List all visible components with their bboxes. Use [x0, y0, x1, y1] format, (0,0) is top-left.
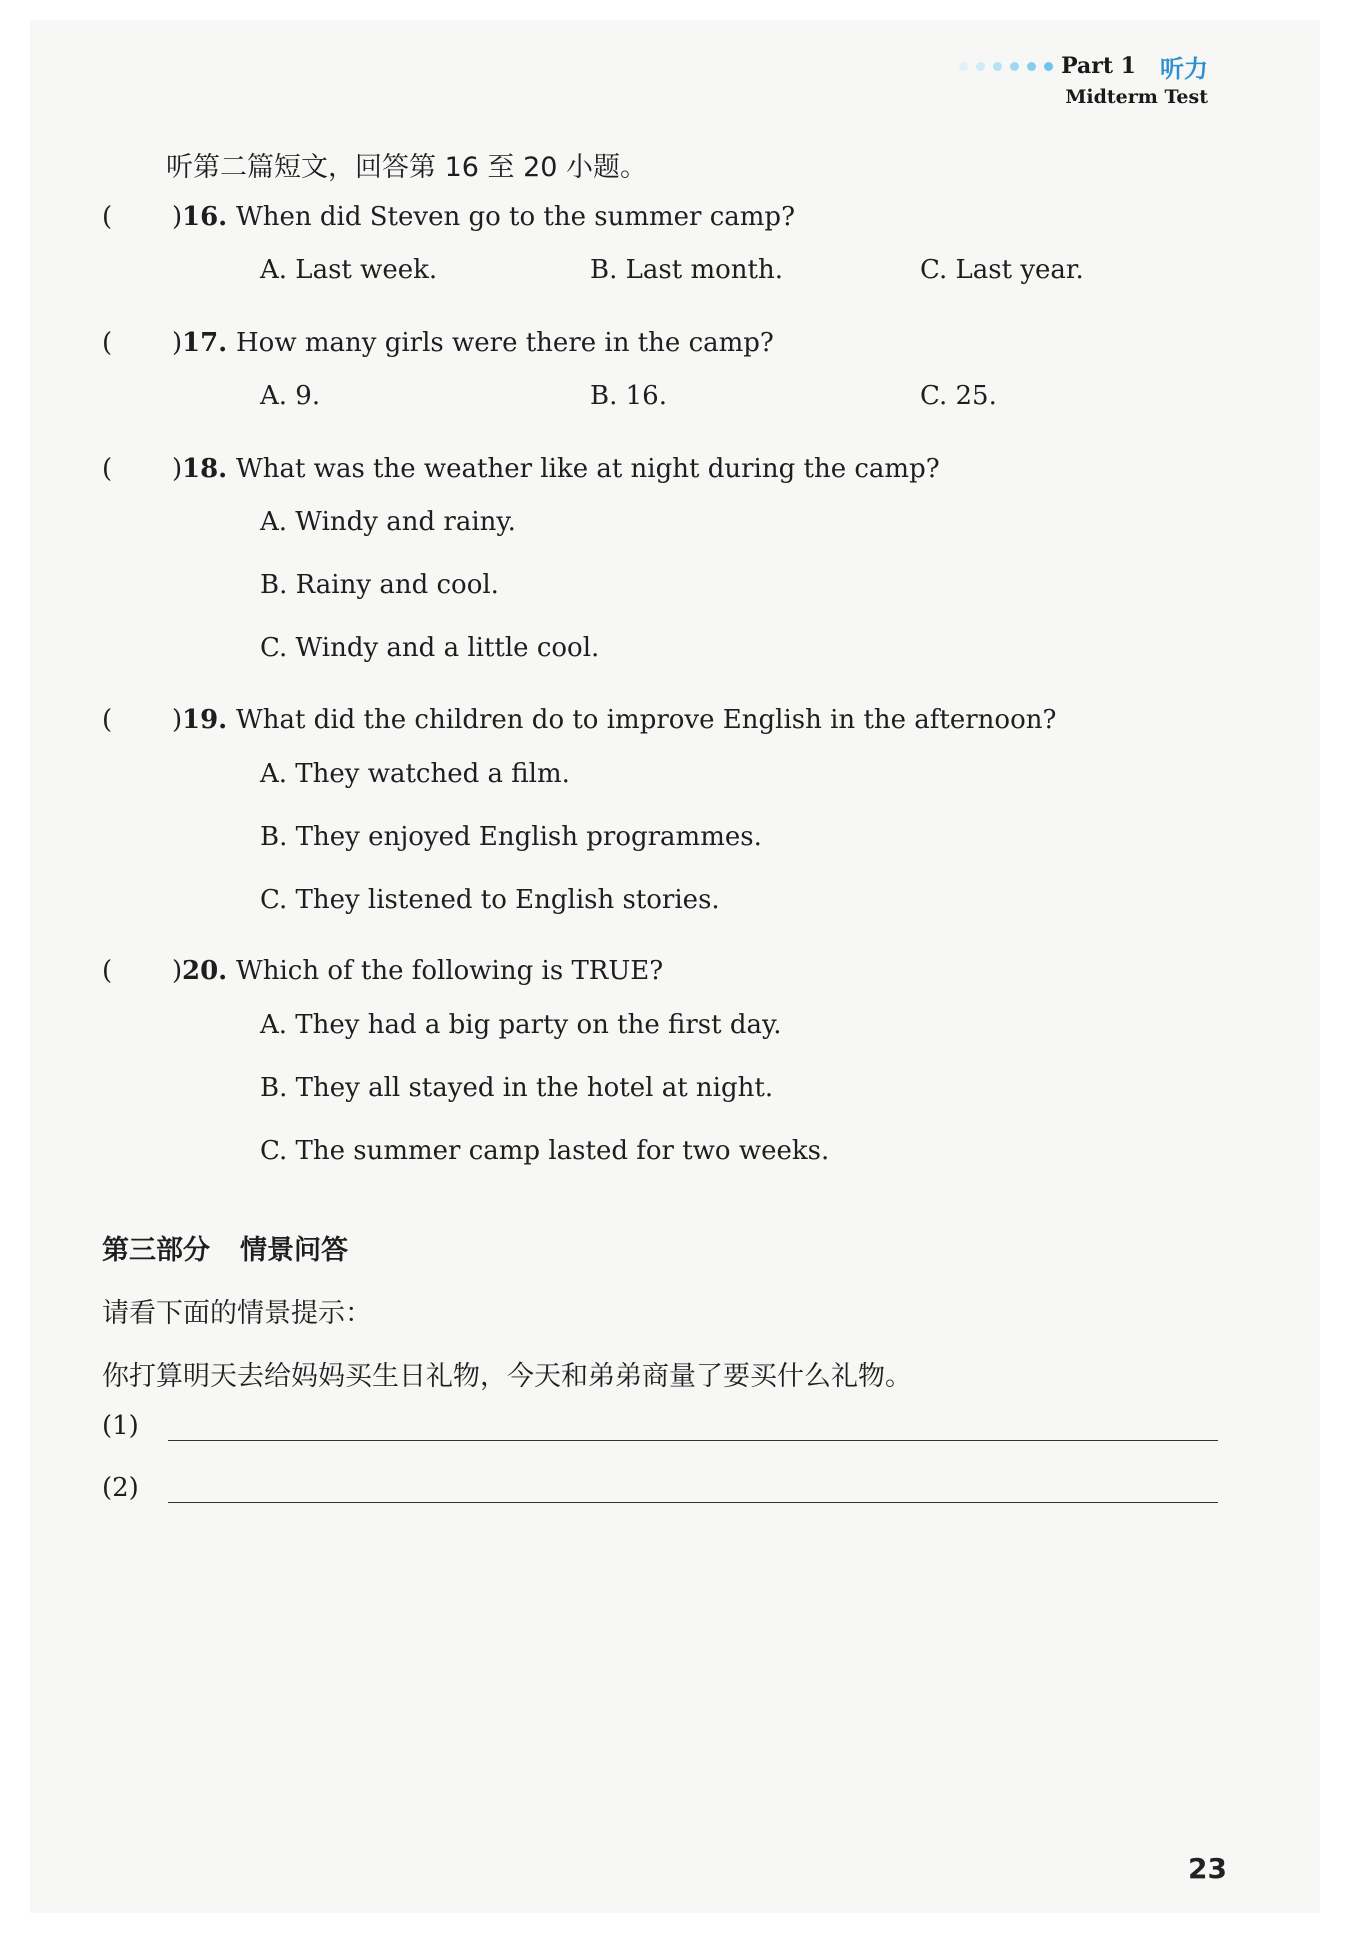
dot-icon [1010, 62, 1019, 71]
part-label: Part 1 [1061, 53, 1136, 79]
answer-label: (2) [102, 1473, 139, 1503]
dot-icon [993, 62, 1002, 71]
answer-paren-open: ( [102, 328, 113, 358]
dot-icon [1027, 62, 1036, 71]
answer-paren-close: ) [172, 328, 183, 358]
answer-blank[interactable] [168, 1472, 1218, 1503]
answer-blank[interactable] [168, 1410, 1218, 1441]
answer-label: (1) [102, 1411, 139, 1441]
answer-paren-open: ( [102, 454, 113, 484]
option-b: B. 16. [590, 381, 667, 411]
option-c: C. The summer camp lasted for two weeks. [260, 1136, 830, 1166]
question-text: What was the weather like at night during the camp? [236, 454, 940, 484]
option-c: C. 25. [920, 381, 997, 411]
part3-title: 第三部分 [102, 1235, 210, 1266]
question-number: 16. [182, 202, 228, 232]
answer-paren-close: ) [172, 202, 183, 232]
page-number: 23 [1188, 1852, 1227, 1885]
page-header [951, 48, 1208, 108]
scenario-text: 你打算明天去给妈妈买生日礼物，今天和弟弟商量了要买什么礼物。 [102, 1361, 912, 1392]
question-number: 20. [182, 956, 228, 986]
option-c: C. Last year. [920, 255, 1084, 285]
option-b: B. They all stayed in the hotel at night. [260, 1073, 774, 1103]
question-19 [102, 705, 1056, 735]
section-title: 听力 [1160, 54, 1208, 83]
listening-instruction: 听第二篇短文，回答第 16 至 20 小题。 [166, 152, 648, 183]
question-18 [102, 454, 940, 484]
option-c: C. Windy and a little cool. [260, 633, 600, 663]
option-a: A. They had a big party on the first day. [260, 1010, 782, 1040]
question-17 [102, 328, 774, 358]
question-20 [102, 956, 663, 986]
option-c: C. They listened to English stories. [260, 885, 720, 915]
question-text: How many girls were there in the camp? [236, 328, 774, 358]
question-16 [102, 202, 795, 232]
option-a: A. 9. [260, 381, 321, 411]
option-b: B. Rainy and cool. [260, 570, 499, 600]
dot-icon [1044, 62, 1053, 71]
answer-paren-close: ) [172, 956, 183, 986]
answer-paren-close: ) [172, 705, 183, 735]
part3-subtitle: 情景问答 [240, 1235, 348, 1266]
question-number: 17. [182, 328, 228, 358]
question-text: Which of the following is TRUE? [236, 956, 664, 986]
header-subtitle: Midterm Test [1065, 86, 1208, 108]
option-a: A. They watched a film. [260, 759, 570, 789]
dot-icon [976, 62, 985, 71]
answer-paren-open: ( [102, 705, 113, 735]
question-text: What did the children do to improve English in the afternoon? [236, 705, 1057, 735]
worksheet-page [30, 20, 1320, 1913]
question-number: 18. [182, 454, 228, 484]
question-text: When did Steven go to the summer camp? [236, 202, 796, 232]
answer-line-2 [102, 1472, 1218, 1503]
decorative-dots [951, 62, 1053, 71]
option-a: A. Last week. [260, 255, 438, 285]
answer-line-1 [102, 1410, 1218, 1441]
part3-heading [102, 1228, 348, 1267]
prompt-label: 请看下面的情景提示： [102, 1298, 372, 1329]
answer-paren-close: ) [172, 454, 183, 484]
dot-icon [959, 62, 968, 71]
answer-paren-open: ( [102, 956, 113, 986]
answer-paren-open: ( [102, 202, 113, 232]
option-b: B. Last month. [590, 255, 783, 285]
question-number: 19. [182, 705, 228, 735]
option-b: B. They enjoyed English programmes. [260, 822, 762, 852]
option-a: A. Windy and rainy. [260, 507, 516, 537]
